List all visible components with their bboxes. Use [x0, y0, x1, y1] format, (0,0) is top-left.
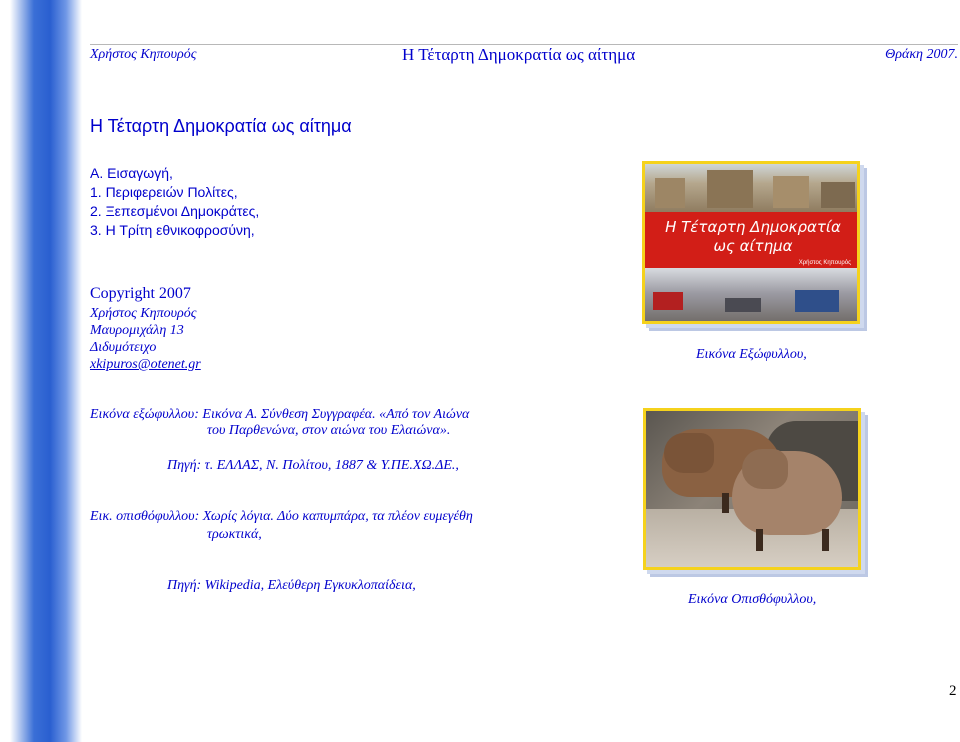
cover-image-title: Η Τέταρτη Δημοκρατία ως αίτημα — [665, 218, 841, 255]
toc-item: Α. Εισαγωγή, — [90, 165, 173, 181]
toc-item: 3. Η Τρίτη εθνικοφροσύνη, — [90, 222, 255, 238]
header-title: Η Τέταρτη Δημοκρατία ως αίτημα — [402, 45, 636, 64]
header-author: Χρήστος Κηπουρός — [90, 47, 197, 62]
page-number: 2 — [949, 683, 957, 699]
back-cover-image — [643, 408, 861, 570]
front-cover-caption: Εικόνα Εξώφυλλου, — [696, 347, 807, 362]
toc-item: 1. Περιφερειών Πολίτες, — [90, 184, 238, 200]
toc-item: 2. Ξεπεσμένοι Δημοκράτες, — [90, 203, 260, 219]
front-cover-description-cont: του Παρθενώνα, στον αιώνα του Ελαιώνα». — [207, 423, 451, 438]
front-cover-description: Εικόνα εξώφυλλου: Εικόνα Α. Σύνθεση Συγγραφέα. «Από τον Αιώνα — [90, 407, 470, 422]
back-cover-source: Πηγή: Wikipedia, Ελεύθερη Εγκυκλοπαίδεια, — [167, 578, 416, 593]
page-header — [90, 44, 958, 67]
contact-email-link[interactable]: xkipuros@otenet.gr — [90, 357, 201, 372]
cover-street-photo — [645, 268, 857, 324]
author-contact — [90, 305, 201, 373]
contact-name: Χρήστος Κηπουρός — [90, 306, 197, 321]
table-of-contents — [90, 164, 259, 240]
cover-image-author: Χρήστος Κηπουρός — [798, 260, 851, 266]
cover-title-band — [645, 212, 857, 268]
cover-ruins-photo — [645, 164, 857, 212]
document-title: Η Τέταρτη Δημοκρατία ως αίτημα — [90, 116, 352, 136]
back-cover-caption: Εικόνα Οπισθόφυλλου, — [688, 592, 817, 607]
back-cover-description: Εικ. οπισθόφυλλου: Χωρίς λόγια. Δύο καπυμπάρα, τα πλέον ευμεγέθη — [90, 509, 473, 524]
sidebar-gradient-bar — [0, 0, 82, 742]
back-cover-description-cont: τρωκτικά, — [207, 527, 262, 542]
contact-street: Μαυρομιχάλη 13 — [90, 323, 184, 338]
front-cover-source: Πηγή: τ. ΕΛΛΑΣ, Ν. Πολίτου, 1887 & Υ.ΠΕ.ΧΩ.ΔΕ., — [167, 458, 459, 473]
header-place-date: Θράκη 2007. — [885, 47, 958, 62]
copyright-notice: Copyright 2007 — [90, 285, 191, 302]
contact-city: Διδυμότειχο — [90, 340, 157, 355]
front-cover-image — [642, 161, 860, 324]
